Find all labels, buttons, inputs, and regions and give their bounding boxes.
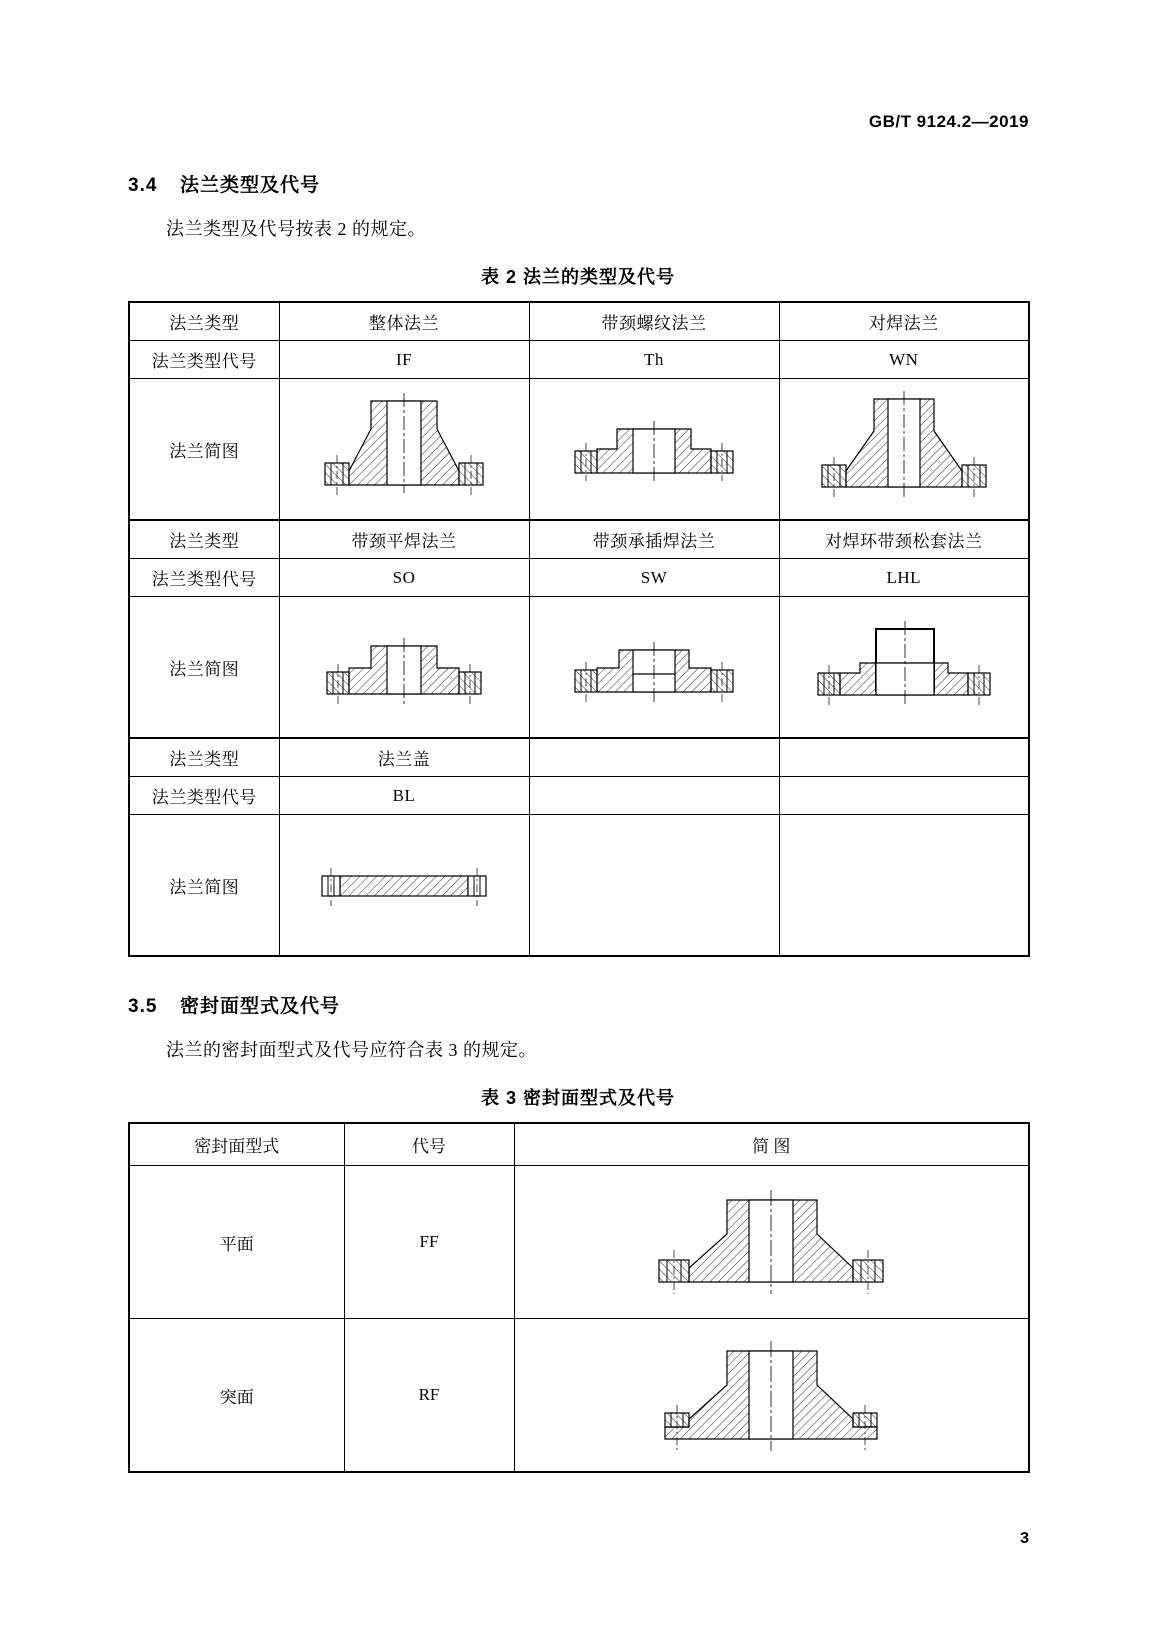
section-number: 3.5 bbox=[128, 996, 158, 1017]
table-row bbox=[129, 1319, 1029, 1473]
row-label-type: 法兰类型 bbox=[129, 302, 279, 341]
header-standard-code: GB/T 9124.2—2019 bbox=[868, 112, 1029, 131]
flange-type-code: LHL bbox=[779, 559, 1029, 597]
flange-type-name: 对焊法兰 bbox=[779, 302, 1029, 341]
table-row bbox=[129, 815, 1029, 957]
flange-type-name: 带颈平焊法兰 bbox=[279, 520, 529, 559]
table-header-row bbox=[129, 1123, 1029, 1166]
flange-type-name: 法兰盖 bbox=[279, 738, 529, 777]
column-header-figure: 简 图 bbox=[514, 1123, 1029, 1166]
page-content bbox=[128, 170, 1028, 1473]
flange-type-name: 整体法兰 bbox=[279, 302, 529, 341]
page-number: 3 bbox=[1020, 1530, 1029, 1547]
flange-type-code: IF bbox=[279, 341, 529, 379]
integral-flange-diagram bbox=[279, 379, 529, 521]
sealing-face-code: FF bbox=[344, 1166, 514, 1319]
flange-type-name: 带颈承插焊法兰 bbox=[529, 520, 779, 559]
flange-type-name-empty bbox=[779, 738, 1029, 777]
sealing-face-code: RF bbox=[344, 1319, 514, 1473]
flange-type-code-empty bbox=[529, 777, 779, 815]
flange-type-code: Th bbox=[529, 341, 779, 379]
section-paragraph-3-5: 法兰的密封面型式及代号应符合表 3 的规定。 bbox=[166, 1040, 537, 1060]
table-row bbox=[129, 559, 1029, 597]
threaded-neck-flange-diagram bbox=[529, 379, 779, 521]
table2-caption-text: 法兰的类型及代号 bbox=[523, 267, 675, 287]
table3-caption-text: 密封面型式及代号 bbox=[523, 1088, 675, 1108]
row-label-figure: 法兰简图 bbox=[129, 815, 279, 957]
raised-face-diagram bbox=[514, 1319, 1029, 1473]
figure-cell-empty bbox=[529, 815, 779, 957]
row-label-code: 法兰类型代号 bbox=[129, 559, 279, 597]
table-row bbox=[129, 379, 1029, 521]
sealing-face-type: 平面 bbox=[129, 1166, 344, 1319]
table3-caption-number: 表 3 bbox=[480, 1088, 517, 1108]
section-title: 密封面型式及代号 bbox=[180, 996, 341, 1017]
column-header-code: 代号 bbox=[344, 1123, 514, 1166]
row-label-type: 法兰类型 bbox=[129, 520, 279, 559]
table-flange-types bbox=[128, 301, 1030, 957]
flange-type-code: SW bbox=[529, 559, 779, 597]
table2-caption-number: 表 2 bbox=[480, 267, 517, 287]
flange-type-name: 对焊环带颈松套法兰 bbox=[779, 520, 1029, 559]
table-row bbox=[129, 738, 1029, 777]
welding-neck-flange-diagram bbox=[779, 379, 1029, 521]
column-header-sealing-type: 密封面型式 bbox=[129, 1123, 344, 1166]
section-paragraph-3-4: 法兰类型及代号按表 2 的规定。 bbox=[166, 219, 426, 239]
table-row bbox=[129, 1166, 1029, 1319]
table3-caption bbox=[128, 1084, 1028, 1110]
table-row bbox=[129, 597, 1029, 739]
row-label-code: 法兰类型代号 bbox=[129, 341, 279, 379]
flange-type-name-empty bbox=[529, 738, 779, 777]
flange-type-code-empty bbox=[779, 777, 1029, 815]
slip-on-flange-diagram bbox=[279, 597, 529, 739]
socket-weld-flange-diagram bbox=[529, 597, 779, 739]
lap-joint-flange-diagram bbox=[779, 597, 1029, 739]
section-title: 法兰类型及代号 bbox=[180, 175, 321, 196]
flange-type-name: 带颈螺纹法兰 bbox=[529, 302, 779, 341]
flange-type-code: BL bbox=[279, 777, 529, 815]
section-heading-3-4 bbox=[128, 170, 1028, 197]
table-row bbox=[129, 520, 1029, 559]
flange-type-code: WN bbox=[779, 341, 1029, 379]
section-heading-3-5 bbox=[128, 991, 1028, 1018]
row-label-figure: 法兰简图 bbox=[129, 597, 279, 739]
flange-type-code: SO bbox=[279, 559, 529, 597]
section-number: 3.4 bbox=[128, 175, 158, 196]
figure-cell-empty bbox=[779, 815, 1029, 957]
flat-face-diagram bbox=[514, 1166, 1029, 1319]
sealing-face-type: 突面 bbox=[129, 1319, 344, 1473]
row-label-code: 法兰类型代号 bbox=[129, 777, 279, 815]
table-sealing-face-types bbox=[128, 1122, 1030, 1473]
table-row bbox=[129, 777, 1029, 815]
row-label-figure: 法兰简图 bbox=[129, 379, 279, 521]
blind-flange-diagram bbox=[279, 815, 529, 957]
table-row bbox=[129, 341, 1029, 379]
table-row bbox=[129, 302, 1029, 341]
table2-caption bbox=[128, 263, 1028, 289]
row-label-type: 法兰类型 bbox=[129, 738, 279, 777]
